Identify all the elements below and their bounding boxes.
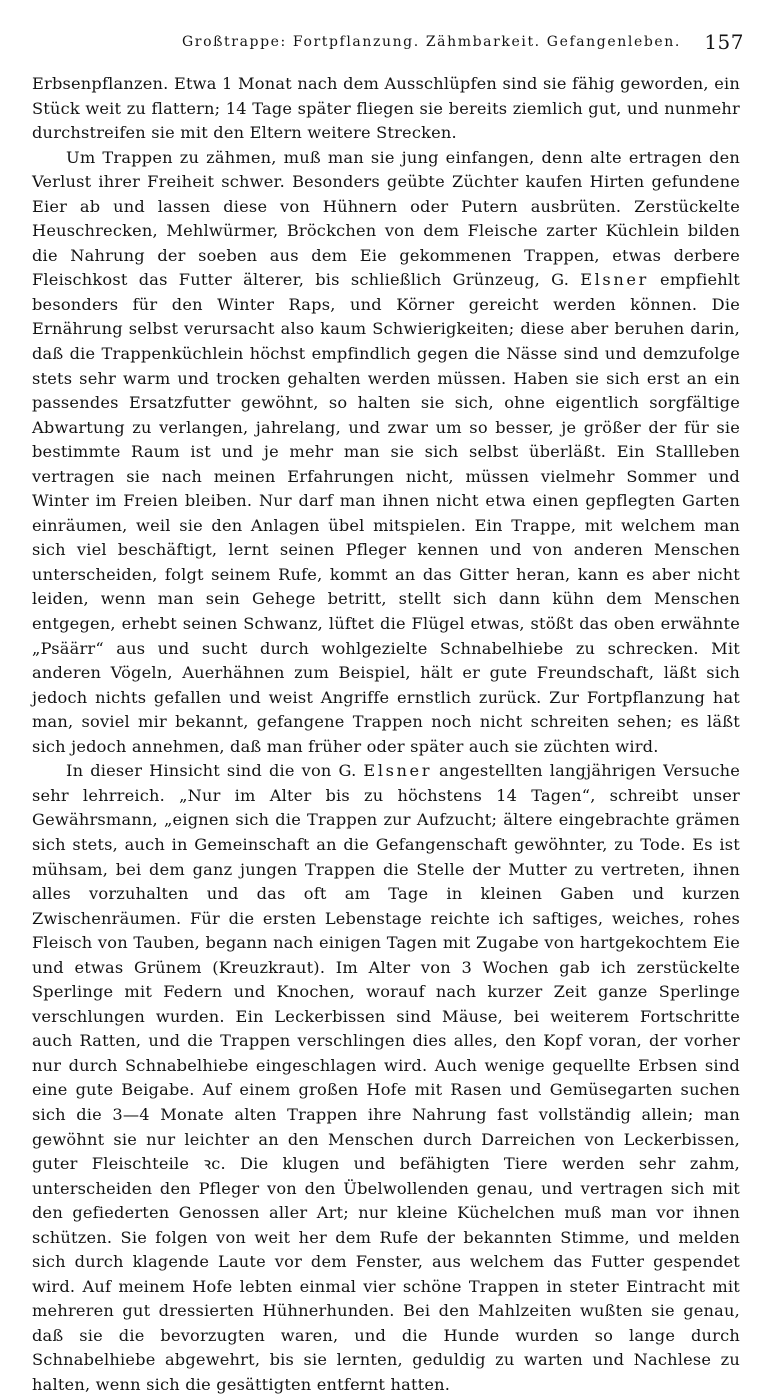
paragraph-text: Erbsenpflanzen. Etwa 1 Monat nach dem Ausschlüpfen sind sie fähig geworden, ein Stück weit zu flattern; 14 Tage später fliegen sie bereits ziemlich gut, und nunmehr durchstreifen sie mit den Eltern weitere Strecken. [32, 74, 740, 143]
paragraph-text: empfiehlt besonders für den Winter Raps, und Körner gereicht werden können. Die Ernährung selbst verursacht also kaum Schwierigkeiten; diese aber beruhen darin, daß die Trappenküchlein höchst empfindlich gegen die Nässe sind und demzufolge stets sehr warm und trocken gehalten werden müssen. Haben sie sich erst an ein passendes Ersatzfutter gewöhnt, so halten sie sich, ohne eigentlich sorgfältige Abwartung zu verlangen, jahrelang, und zwar um so besser, je größer der für sie bestimmte Raum ist und je mehr man sie sich selbst überläßt. Ein Stallleben vertragen sie nach meinen Erfahrungen nicht, müssen vielmehr Sommer und Winter im Freien bleiben. Nur darf man ihnen nicht etwa einen gepflegten Garten einräumen, weil sie den Anlagen übel mitspielen. Ein Trappe, mit welchem man sich viel beschäftigt, lernt seinen Pfleger kennen und von anderen Menschen unterscheiden, folgt seinem Rufe, kommt an das Gitter heran, kann es aber nicht leiden, wenn man sein Gehege betritt, stellt sich dann kühn dem Menschen entgegen, erhebt seinen Schwanz, lüftet die Flügel etwas, stößt das oben erwähnte „Psäärr“ aus und sucht durch wohlgezielte Schnabelhiebe zu schrecken. Mit anderen Vögeln, Auerhähnen zum Beispiel, hält er gute Freundschaft, läßt sich jedoch nichts gefallen und weist Angriffe ernstlich zurück. Zur Fortpflanzung hat man, soviel mir bekannt, gefangene Trappen noch nicht schreiten sehen; es läßt sich jedoch annehmen, daß man früher oder später auch sie züchten wird. [32, 270, 740, 756]
paragraph-2 [32, 146, 740, 760]
book-page [32, 30, 744, 1398]
running-head [32, 30, 744, 60]
author-name-spaced: Elsner [580, 270, 649, 290]
paragraph-text: Um Trappen zu zähmen, muß man sie jung einfangen, denn alte ertragen den Verlust ihrer Freiheit schwer. Besonders geübte Züchter kaufen Hirten gefundene Eier ab und lassen diese von Hühnern oder Putern ausbrüten. Zerstückelte Heuschrecken, Mehlwürmer, Bröckchen von dem Fleische zarter Küchlein bilden die Nahrung der soeben aus dem Eie gekommenen Trappen, etwas derbere Fleischkost das Futter älterer, bis schließlich Grünzeug, G. [32, 147, 740, 290]
paragraph-1 [32, 72, 740, 146]
paragraph-text: In dieser Hinsicht sind die von G. [66, 761, 364, 781]
page-number: 157 [704, 30, 744, 54]
running-title: Großtrappe: Fortpflanzung. Zähmbarkeit. Gefangenleben. [182, 34, 681, 50]
paragraph-text: angestellten langjährigen Versuche sehr lehrreich. „Nur im Alter bis zu höchstens 14 Tagen“, schreibt unser Gewährsmann, „eignen sich die Trappen zur Aufzucht; ältere eingebrachte grämen sich stets, auch in Gemeinschaft an die Gefangenschaft gewöhnter, zu Tode. Es ist mühsam, bei dem ganz jungen Trappen die Stelle der Mutter zu vertreten, ihnen alles vorzuhalten und das oft am Tage in kleinen Gaben und kurzen Zwischenräumen. Für die ersten Lebenstage reichte ich saftiges, weiches, rohes Fleisch von Tauben, begann nach einigen Tagen mit Zugabe von hartgekochtem Eie und etwas Grünem (Kreuzkraut). Im Alter von 3 Wochen gab ich zerstückelte Sperlinge mit Federn und Knochen, worauf nach kurzer Zeit ganze Sperlinge verschlungen wurden. Ein Leckerbissen sind Mäuse, bei weiterem Fortschritte auch Ratten, und die Trappen verschlingen dies alles, den Kopf voran, der vorher nur durch Schnabelhiebe eingeschlagen wird. Auch wenige gequellte Erbsen sind eine gute Beigabe. Auf einem großen Hofe mit Rasen und Gemüsegarten suchen sich die 3—4 Monate alten Trappen ihre Nahrung fast vollständig allein; man gewöhnt sie nur leichter an den Menschen durch Darreichen von Leckerbissen, guter Fleischteile ꝛc. Die klugen und befähigten Tiere werden sehr zahm, unterscheiden den Pfleger von den Übelwollenden genau, und vertragen sich mit den gefiederten Genossen aller Art; nur kleine Küchelchen muß man vor ihnen schützen. Sie folgen von weit her dem Rufe der bekannten Stimme, und melden sich durch klagende Laute vor dem Fenster, aus welchem das Futter gespendet wird. Auf meinem Hofe lebten einmal vier schöne Trappen in steter Eintracht mit mehreren gut dressierten Hühnerhunden. Bei den Mahlzeiten wußten sie genau, daß sie die bevorzugten waren, und die Hunde wurden so lange durch Schnabelhiebe abgewehrt, bis sie lernten, geduldig zu warten und Nachlese zu halten, wenn sich die gesättigten entfernt hatten. [32, 761, 741, 1394]
author-name-spaced: Elsner [363, 761, 433, 781]
paragraph-3 [32, 759, 740, 1397]
body-text [32, 72, 740, 1398]
